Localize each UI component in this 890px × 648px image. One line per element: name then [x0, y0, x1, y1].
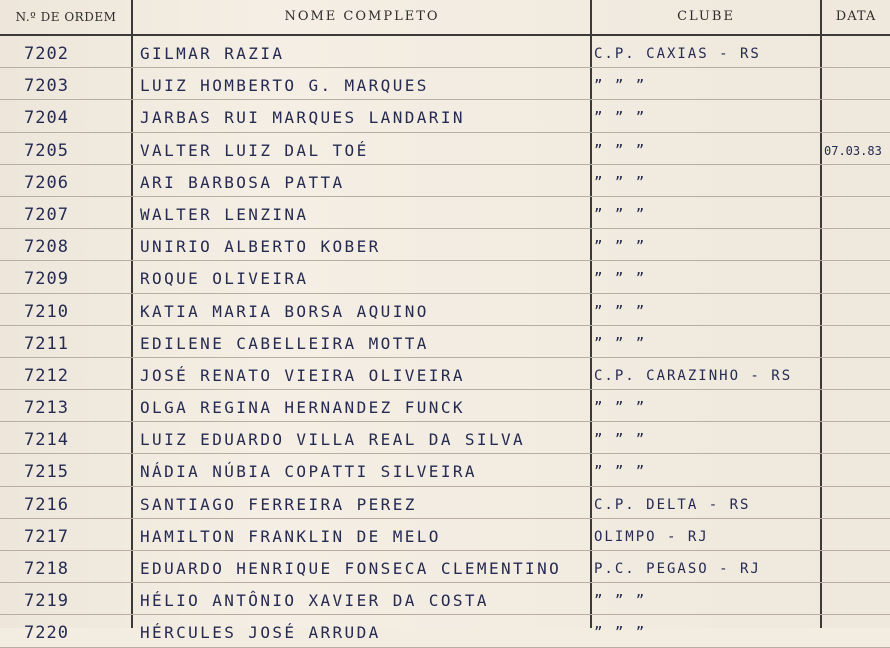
row-date	[824, 326, 888, 357]
row-date: 07.03.83	[824, 143, 882, 158]
row-number: 7217	[24, 526, 69, 547]
row-number: 7206	[24, 172, 69, 193]
row-number: 7203	[24, 76, 69, 97]
row-date	[824, 100, 888, 131]
row-club: ” ” ”	[594, 593, 647, 610]
row-date	[824, 36, 888, 67]
row-date	[824, 615, 888, 646]
row-name: EDILENE CABELLEIRA MOTTA	[140, 333, 429, 353]
row-name: SANTIAGO FERREIRA PEREZ	[140, 494, 417, 514]
ledger-row	[0, 487, 890, 519]
row-date	[824, 261, 888, 292]
ledger-row	[0, 615, 890, 647]
row-number: 7204	[24, 108, 69, 129]
row-name: JOSÉ RENATO VIEIRA OLIVEIRA	[140, 365, 465, 385]
row-club: ” ” ”	[594, 432, 647, 449]
row-date	[824, 294, 888, 325]
ledger-header	[0, 0, 890, 36]
row-name: HÉRCULES JOSÉ ARRUDA	[140, 623, 381, 643]
ledger-rows	[0, 36, 890, 648]
row-date	[824, 229, 888, 260]
ledger-row	[0, 551, 890, 583]
header-ordem: N.º DE ORDEM	[15, 10, 117, 24]
row-name: EDUARDO HENRIQUE FONSECA CLEMENTINO	[140, 559, 562, 578]
row-date	[824, 487, 888, 518]
row-club: ” ” ”	[594, 271, 647, 288]
row-number: 7212	[24, 365, 69, 386]
ledger-row	[0, 583, 890, 615]
row-name: WALTER LENZINA	[140, 204, 309, 224]
row-name: LUIZ HOMBERTO G. MARQUES	[140, 76, 429, 96]
row-club: C.P. CARAZINHO - RS	[594, 367, 793, 384]
ledger-row	[0, 197, 890, 229]
row-number: 7202	[24, 44, 69, 64]
ledger-row	[0, 261, 890, 293]
row-number: 7209	[24, 269, 69, 290]
ledger-row	[0, 229, 890, 261]
ledger-row	[0, 326, 890, 358]
row-date	[824, 551, 888, 582]
ledger-row	[0, 358, 890, 390]
row-number: 7216	[24, 494, 69, 515]
row-date	[824, 390, 888, 421]
row-club: P.C. PEGASO - RJ	[594, 561, 761, 577]
row-club: C.P. CAXIAS - RS	[594, 46, 761, 62]
row-club: ” ” ”	[594, 174, 647, 191]
row-number: 7211	[24, 333, 69, 354]
row-number: 7219	[24, 591, 69, 612]
row-date	[824, 165, 888, 196]
row-club: ” ” ”	[594, 239, 647, 256]
row-name: HÉLIO ANTÔNIO XAVIER DA COSTA	[140, 591, 489, 611]
row-name: JARBAS RUI MARQUES LANDARIN	[140, 108, 465, 128]
row-date	[824, 422, 888, 453]
row-club: ” ” ”	[594, 335, 647, 352]
row-club: ” ” ”	[594, 206, 647, 223]
ledger-row	[0, 36, 890, 68]
row-club: ” ” ”	[594, 400, 647, 417]
row-number: 7213	[24, 398, 69, 419]
row-date	[824, 583, 888, 614]
row-number: 7218	[24, 559, 69, 579]
row-date	[824, 454, 888, 485]
row-number: 7210	[24, 301, 69, 322]
ledger-row	[0, 100, 890, 132]
ledger-row	[0, 133, 890, 165]
row-club: C.P. DELTA - RS	[594, 496, 751, 513]
ledger-row	[0, 294, 890, 326]
row-number: 7205	[24, 140, 69, 161]
header-clube: CLUBE	[677, 9, 735, 24]
ledger-row	[0, 519, 890, 551]
row-name: LUIZ EDUARDO VILLA REAL DA SILVA	[140, 430, 526, 450]
row-number: 7215	[24, 462, 69, 483]
row-name: HAMILTON FRANKLIN DE MELO	[140, 526, 441, 546]
ledger-row	[0, 165, 890, 197]
row-name: OLGA REGINA HERNANDEZ FUNCK	[140, 398, 465, 418]
header-data: DATA	[835, 9, 877, 24]
ledger-row	[0, 68, 890, 100]
row-club: ” ” ”	[594, 625, 647, 642]
header-nome: NOME COMPLETO	[284, 9, 440, 24]
row-name: ARI BARBOSA PATTA	[140, 172, 345, 192]
row-name: ROQUE OLIVEIRA	[140, 269, 309, 289]
row-club: ” ” ”	[594, 110, 647, 127]
row-name: NÁDIA NÚBIA COPATTI SILVEIRA	[140, 462, 477, 482]
row-club: ” ” ”	[594, 303, 647, 320]
row-club: ” ” ”	[594, 78, 647, 95]
row-number: 7207	[24, 204, 69, 225]
ledger-row	[0, 422, 890, 454]
row-number: 7208	[24, 237, 69, 258]
row-name: KATIA MARIA BORSA AQUINO	[140, 301, 429, 321]
row-club: OLIMPO - RJ	[594, 528, 709, 545]
row-date	[824, 197, 888, 228]
row-date	[824, 68, 888, 99]
ledger-row	[0, 454, 890, 486]
row-date	[824, 358, 888, 389]
row-name: UNIRIO ALBERTO KOBER	[140, 237, 381, 257]
row-name: VALTER LUIZ DAL TOÉ	[140, 140, 369, 160]
row-name: GILMAR RAZIA	[140, 44, 285, 63]
row-number: 7220	[24, 623, 69, 644]
ledger-row	[0, 390, 890, 422]
row-club: ” ” ”	[594, 142, 647, 159]
row-date	[824, 519, 888, 550]
row-number: 7214	[24, 430, 69, 451]
row-club: ” ” ”	[594, 464, 647, 481]
